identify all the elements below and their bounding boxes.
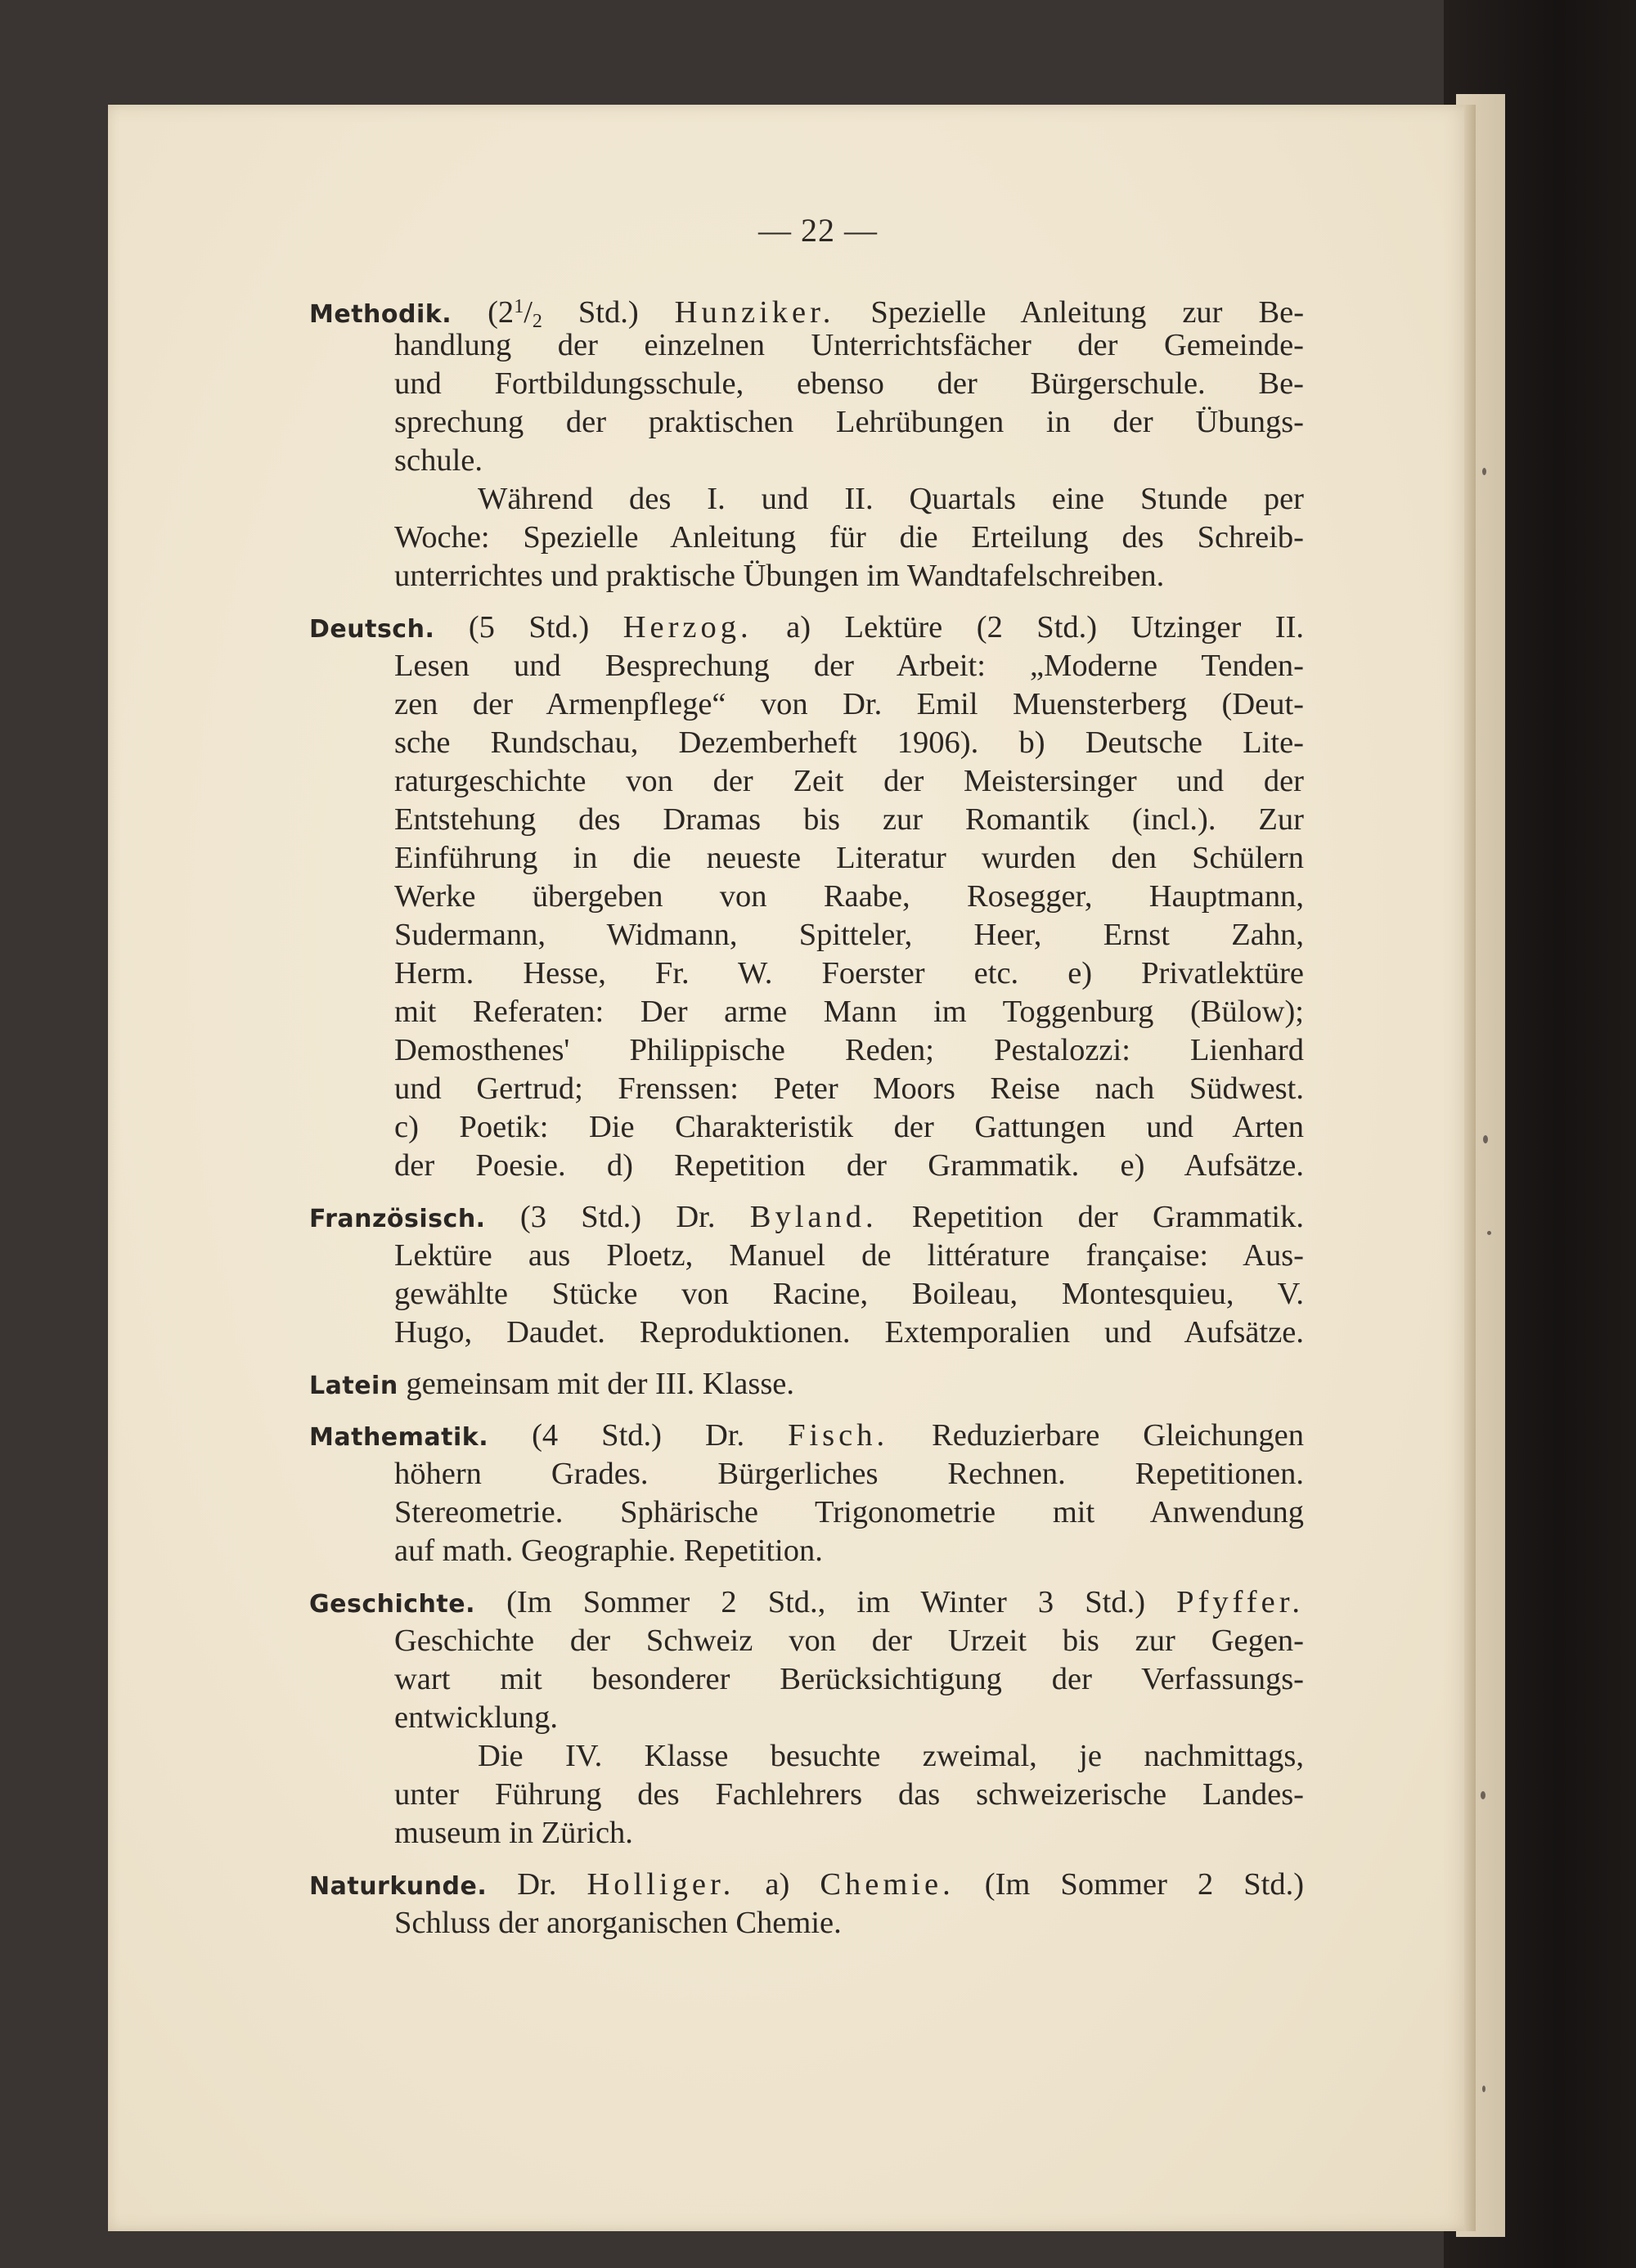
text-line: der Poesie. d) Repetition der Grammatik. e) Aufsätze. (394, 1148, 1304, 1183)
line-text: Spezielle Anleitung zur Be- (870, 295, 1305, 330)
text-line: Die IV. Klasse besuchte zweimal, je nachmittags, (478, 1739, 1304, 1773)
text-line: Während des I. und II. Quartals eine Stunde per (478, 482, 1304, 516)
fraction-slash: / (524, 295, 533, 330)
text-line: Woche: Spezielle Anleitung für die Erteilung des Schreib- (394, 520, 1304, 555)
teacher-name: Byland. (749, 1200, 878, 1234)
text-line: unter Führung des Fachlehrers das schweizerische Landes- (394, 1777, 1304, 1812)
line-text: (Im Sommer 2 Std.) (984, 1867, 1305, 1902)
text-line: sprechung der praktischen Lehrübungen in der Übungs- (394, 405, 1304, 439)
teacher-name: Hunziker. (674, 295, 835, 330)
paper-speck (1487, 1231, 1491, 1235)
text-line: zen der Armenpflege“ von Dr. Emil Muensterberg (Deut- (394, 687, 1304, 721)
line-text: a) Lektüre (2 Std.) Utzinger II. (786, 610, 1305, 644)
line-text: a) (765, 1867, 790, 1902)
text-line: Sudermann, Widmann, Spitteler, Heer, Ernst Zahn, (394, 918, 1304, 952)
fraction-prefix: (2 (488, 295, 515, 330)
text-line (309, 1583, 1304, 1622)
teacher-name: Fisch. (788, 1418, 889, 1453)
fraction-denominator: 2 (532, 311, 542, 332)
text-line: Werke übergeben von Raabe, Rosegger, Hauptmann, (394, 879, 1304, 914)
section-heading: Latein (309, 1372, 398, 1400)
text-line: Hugo, Daudet. Reproduktionen. Extemporalien und Aufsätze. (394, 1315, 1304, 1350)
section-franzoesisch (309, 1198, 1304, 1352)
page-body (309, 288, 1304, 1956)
text-line (309, 1417, 1304, 1455)
text-line: handlung der einzelnen Unterrichtsfächer der Gemeinde- (394, 328, 1304, 362)
text-line: museum in Zürich. (394, 1816, 633, 1850)
text-line: schule. (394, 443, 483, 478)
text-line (309, 609, 1304, 647)
page-number: — 22 — (758, 212, 878, 249)
text-line: gewählte Stücke von Racine, Boileau, Montesquieu, V. (394, 1277, 1304, 1311)
teacher-name: Pfyffer. (1176, 1585, 1305, 1619)
section-heading: Naturkunde. (309, 1872, 488, 1901)
text-line: auf math. Geographie. Repetition. (394, 1534, 823, 1568)
hours-text: Dr. (517, 1867, 557, 1902)
section-geschichte (309, 1583, 1304, 1853)
hours-suffix: Std.) (578, 295, 639, 330)
text-line: unterrichtes und praktische Übungen im Wandtafelschreiben. (394, 559, 1165, 593)
text-line: und Fortbildungsschule, ebenso der Bürgerschule. Be- (394, 366, 1304, 401)
text-line (309, 288, 1305, 332)
text-line: Stereometrie. Sphärische Trigonometrie mit Anwendung (394, 1495, 1304, 1529)
text-line: c) Poetik: Die Charakteristik der Gattungen und Arten (394, 1110, 1304, 1144)
line-text-spaced: Chemie. (820, 1867, 955, 1902)
section-heading: Methodik. (309, 300, 452, 329)
line-text: Repetition der Grammatik. (911, 1200, 1305, 1234)
text-line: mit Referaten: Der arme Mann im Toggenburg (Bülow); (394, 995, 1304, 1029)
text-line: Lektüre aus Ploetz, Manuel de littérature française: Aus- (394, 1238, 1304, 1273)
teacher-name: Herzog. (622, 610, 753, 644)
text-line: wart mit besonderer Berücksichtigung der Verfassungs- (394, 1662, 1304, 1696)
section-methodik (309, 288, 1304, 595)
hours-text (488, 295, 639, 330)
hours-text: (Im Sommer 2 Std., im Winter 3 Std.) (506, 1585, 1146, 1619)
paper-speck (1482, 468, 1486, 475)
fraction-numerator: 1 (514, 296, 524, 317)
text-line (309, 1198, 1304, 1237)
text-line (309, 1866, 1304, 1904)
text-line: Schluss der anorganischen Chemie. (394, 1906, 842, 1940)
text-line: sche Rundschau, Dezemberheft 1906). b) Deutsche Lite- (394, 725, 1304, 760)
section-heading: Deutsch. (309, 615, 435, 644)
section-deutsch (309, 609, 1304, 1185)
text-line: Lesen und Besprechung der Arbeit: „Moderne Tenden- (394, 649, 1304, 683)
hours-text: (4 Std.) Dr. (532, 1418, 745, 1453)
teacher-name: Holliger. (587, 1867, 735, 1902)
page-fore-edge (1464, 105, 1476, 2231)
hours-text: (5 Std.) (468, 610, 590, 644)
section-mathematik (309, 1417, 1304, 1570)
section-heading: Mathematik. (309, 1423, 489, 1452)
section-latein (309, 1365, 1304, 1403)
hours-text: (3 Std.) Dr. (519, 1200, 716, 1234)
section-heading: Geschichte. (309, 1590, 475, 1619)
text-line: Herm. Hesse, Fr. W. Foerster etc. e) Privatlektüre (394, 956, 1304, 990)
line-text: Reduzierbare Gleichungen (932, 1418, 1305, 1453)
text-line: Einführung in die neueste Literatur wurden den Schülern (394, 841, 1304, 875)
text-line: und Gertrud; Frenssen: Peter Moors Reise nach Südwest. (394, 1071, 1304, 1106)
paper-speck (1482, 2086, 1485, 2092)
section-heading: Französisch. (309, 1205, 486, 1233)
text-line: Demosthenes' Philippische Reden; Pestalozzi: Lienhard (394, 1033, 1304, 1067)
text-line: Geschichte der Schweiz von der Urzeit bis zur Gegen- (394, 1624, 1304, 1658)
text-line: Entstehung des Dramas bis zur Romantik (incl.). Zur (394, 802, 1304, 837)
line-text: gemeinsam mit der III. Klasse. (406, 1367, 795, 1401)
section-naturkunde (309, 1866, 1304, 1942)
paper-speck (1483, 1135, 1488, 1143)
text-line (309, 1365, 1304, 1403)
text-line: entwicklung. (394, 1700, 558, 1735)
text-line: höhern Grades. Bürgerliches Rechnen. Repetitionen. (394, 1457, 1304, 1491)
text-line: raturgeschichte von der Zeit der Meistersinger und der (394, 764, 1304, 798)
paper-speck (1481, 1791, 1485, 1799)
